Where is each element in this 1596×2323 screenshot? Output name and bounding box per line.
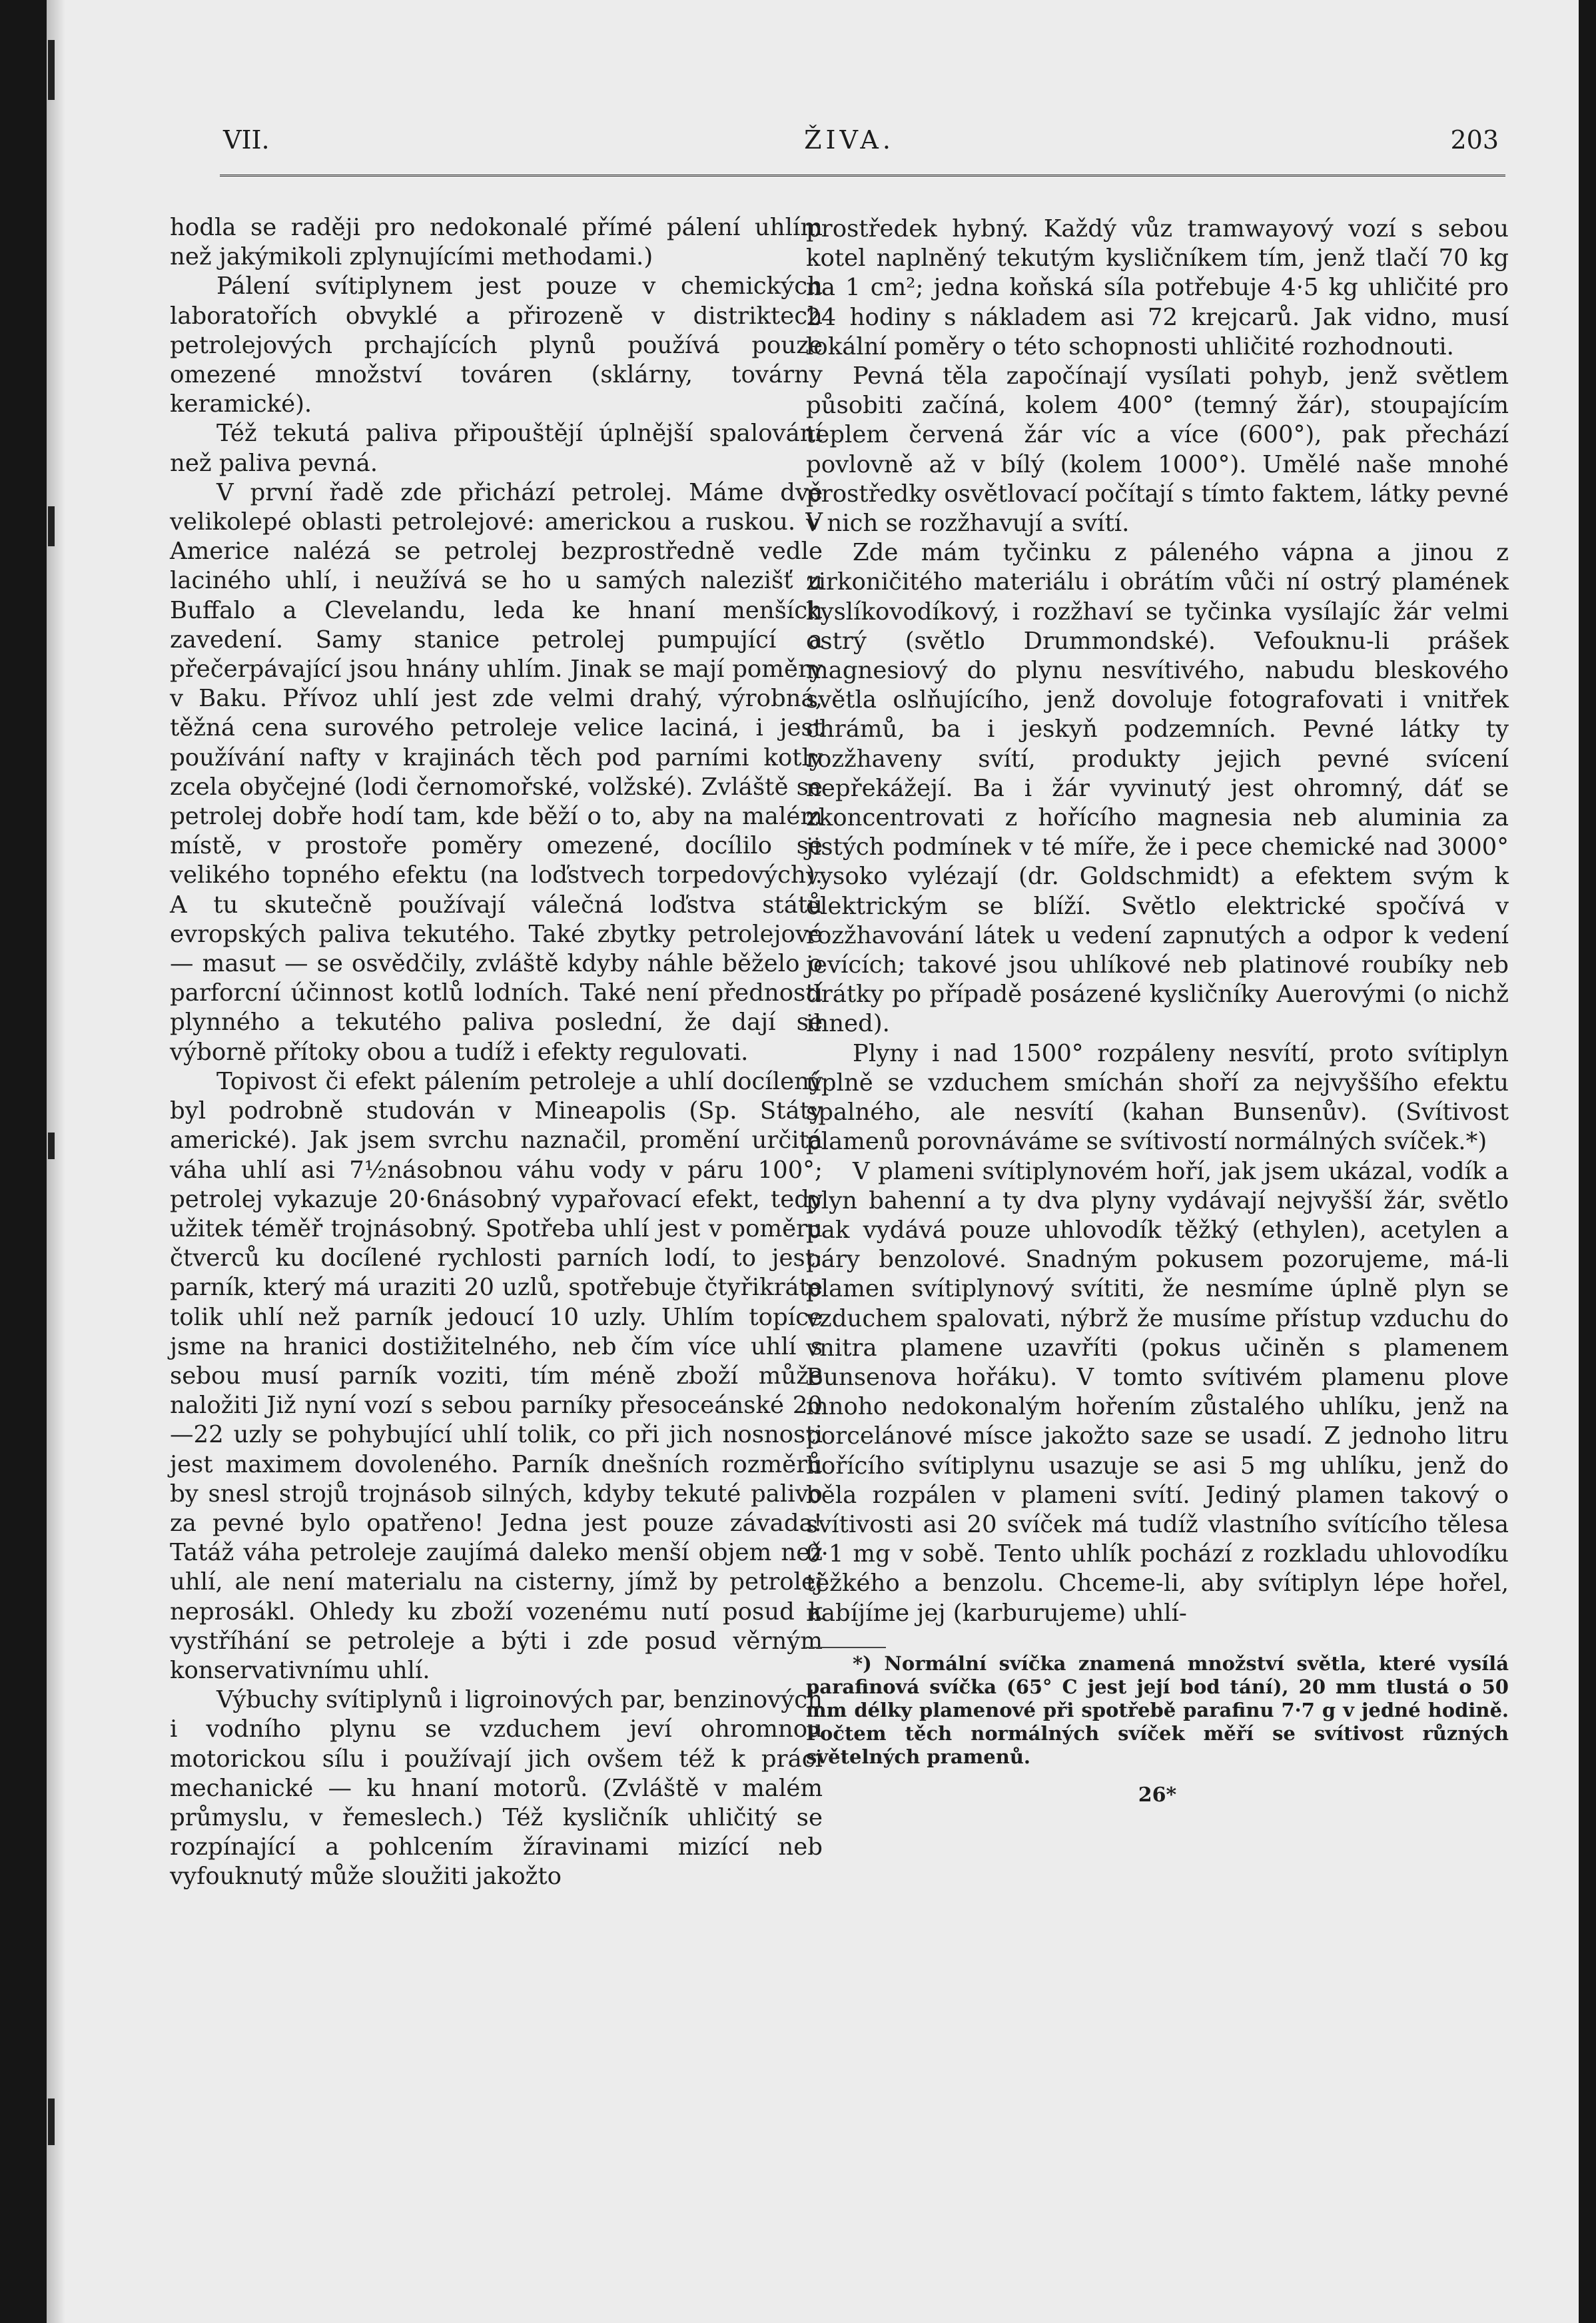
paragraph: Zde mám tyčinku z páleného vápna a jinou z zirkoničitého materiálu i obrátím vůči ní ostrý plamének kyslíkovodíkový, i rozžhaví se tyčinka vysílajíc žár velmi ostrý (světlo Drummondské). Vefouknu-li prášek magnesiový do plynu nesvítivého, nabudu bleskového světla oslňujícího, jenž dovoluje fotografovati i vnitřek chrámů, ba i jeskyň podzemních. Pevné látky ty rozžhaveny svítí, produkty jejich pevné svícení nepřekážejí. Ba i žár vyvinutý jest ohromný, dáť se zkoncentrovati z hořícího magnesia neb aluminia za jistých podmínek v té míře, že i pece chemické nad 3000° vysoko vylézají (dr. Goldschmidt) a efektem svým k elektrickým se blíží. Světlo elektrické spočívá v rozžhavování látek u vedení zapnutých a odpor k vedení jevících; takové jsou uhlíkové neb platinové roubíky neb drátky po případě posázené kysličníky Auerovými (o nichž ihned). <box>806 539 1509 1038</box>
binding-edge-mark <box>48 2098 55 2145</box>
header-rule <box>220 175 1505 177</box>
paragraph: Plyny i nad 1500° rozpáleny nesvítí, proto svítiplyn úplně se vzduchem smíchán shoří za nejvyššího efektu spalného, ale nesvítí (kahan Bunsenův). (Svítivost plamenů porovnáváme se svítivostí normálných svíček.*) <box>806 1039 1509 1156</box>
paragraph: V první řadě zde přichází petrolej. Máme dvě velikolepé oblasti petrolejové: americkou a ruskou. V Americe nalézá se petrolej bezprostředně vedle laciného uhlí, i neužívá se ho u samých nalezišť u Buffalo a Clevelandu, leda ke hnaní menších zavedení. Samy stanice petrolej pumpující a přečerpávající jsou hnány uhlím. Jinak se mají poměry v Baku. Přívoz uhlí jest zde velmi drahý, výrobná, těžná cena surového petroleje velice laciná, i jest používání nafty v krajinách těch pod parními kotly zcela obyčejné (lodi černomořské, volžské). Zvláště se petrolej dobře hodí tam, kde běží o to, aby na malém místě, v prostoře poměry omezené, docílilo se velikého topného efektu (na loďstvech torpedových). A tu skutečně používají válečná loďstva států evropských paliva tekutého. Také zbytky petrolejové — masut — se osvědčily, zvláště kdyby náhle běželo o parforcní účinnost kotlů lodních. Také není předností plynného a tekutého paliva poslední, že dají se výborně přítoky obou a tudíž i efekty regulovati. <box>170 478 823 1066</box>
paragraph: Též tekutá paliva připouštějí úplnější spalování než paliva pevná. <box>170 420 823 477</box>
binding-edge-mark <box>48 40 55 100</box>
paragraph: V plameni svítiplynovém hoří, jak jsem ukázal, vodík a plyn bahenní a ty dva plyny vydávají nejvyšší žár, světlo pak vydává pouze uhlovodík těžký (ethylen), acetylen a páry benzolové. Snadným pokusem pozorujeme, má-li plamen svítiplynový svítiti, že nesmíme úplně plyn se vzduchem spalovati, nýbrž že musíme přístup vzduchu do vnitra plamene uzavříti (pokus učiněn s plamenem Bunsenova hořáku). V tomto svítivém plamenu plove mnoho nedokonalým hořením zůstalého uhlíku, jenž na porcelánové mísce jakožto saze se usadí. Z jednoho litru hořícího svítiplynu usazuje se asi 5 mg uhlíku, jenž do běla rozpálen v plameni svítí. Jediný plamen takový o svítivosti asi 20 svíček má tudíž vlastního svítícího tělesa 0·1 mg v sobě. Tento uhlík pochází z rozkladu uhlovodíku těžkého a benzolu. Chceme-li, aby svítiplyn lépe hořel, nabíjíme jej (karburujeme) uhlí- <box>806 1157 1509 1627</box>
scanned-page <box>47 0 1579 2323</box>
paragraph: hodla se raději pro nedokonalé přímé pálení uhlím než jakýmikoli zplynujícími methodami.) <box>170 214 823 271</box>
left-column <box>170 213 823 1892</box>
paragraph: Pevná těla započínají vysílati pohyb, jenž světlem působiti začíná, kolem 400° (temný žár), stoupajícím teplem červená žár víc a více (600°), pak přechází povlovně až v bílý (kolem 1000°). Umělé naše mnohé prostředky osvětlovací počítají s tímto faktem, látky pevné v nich se rozžhavují a svítí. <box>806 362 1509 538</box>
right-column <box>806 215 1509 1810</box>
paragraph: Pálení svítiplynem jest pouze v chemických laboratořích obvyklé a přirozeně v distriktech petrolejových prchajících plynů používá pouze omezené množství továren (sklárny, továrny keramické). <box>170 272 823 418</box>
printer-signature: 26* <box>1138 1783 1177 1807</box>
footnote-rule <box>806 1647 886 1648</box>
paragraph: prostředek hybný. Každý vůz tramwayový vozí s sebou kotel naplněný tekutým kysličníkem tím, jenž tlačí 70 kg na 1 cm²; jedna koňská síla potřebuje 4·5 kg uhličité pro 24 hodiny s nákladem asi 72 krejcarů. Jak vidno, musí lokální poměry o této schopnosti uhličité rozhodnouti. <box>806 215 1509 360</box>
volume-number: VII. <box>223 125 270 155</box>
binding-edge-mark <box>48 1133 55 1159</box>
page-number: 203 <box>1450 125 1499 155</box>
binding-edge-mark <box>48 506 55 546</box>
paragraph: Výbuchy svítiplynů i ligroinových par, benzinových i vodního plynu se vzduchem jeví ohromnou motorickou sílu i používají jich ovšem též k práci mechanické — ku hnaní motorů. (Zvláště v malém průmyslu, v řemeslech.) Též kysličník uhličitý se rozpínající a pohlcením žíravinami mizící neb vyfouknutý může sloužiti jakožto <box>170 1686 823 1891</box>
footnote: *) Normální svíčka znamená množství světla, které vysílá parafinová svíčka (65° C jest její bod tání), 20 mm tlustá o 50 mm délky plamenové při spotřebě parafinu 7·7 g v jedné hodině. Počtem těch normálných svíček měří se svítivost různých světelných pramenů. <box>806 1651 1509 1768</box>
journal-title: ŽIVA. <box>804 125 895 155</box>
running-header <box>200 125 1499 165</box>
paragraph: Topivost či efekt pálením petroleje a uhlí docílený byl podrobně studován v Mineapolis (Sp. Státy americké). Jak jsem svrchu naznačil, promění určitá váha uhlí asi 7½násobnou váhu vody v páru 100°; petrolej vykazuje 20·6násobný vypařovací efekt, tedy užitek téměř trojnásobný. Spotřeba uhlí jest v poměru čtverců ku docílené rychlosti parních lodí, to jest: parník, který má uraziti 20 uzlů, spotřebuje čtyřikráte tolik uhlí než parník jedoucí 10 uzly. Uhlím topíce jsme na hranici dostižitelného, neb čím více uhlí s sebou musí parník voziti, tím méně zboží může naložiti Již nyní vozí s sebou parníky přesoceánské 20—22 uzly se pohybující uhlí tolik, co při jich nosnosti jest maximem dovoleného. Parník dnešních rozměrů by snesl strojů trojnásob silných, kdyby tekuté palivo za pevné bylo opatřeno! Jedna jest pouze závada! Tatáž váha petroleje zaujímá daleko menší objem než uhlí, ale není materialu na cisterny, jímž by petrolej neprosákl. Ohledy ku zboží vozenému nutí posud k vystříhání se petroleje a býti i zde posud věrným konservativnímu uhlí. <box>170 1067 823 1684</box>
